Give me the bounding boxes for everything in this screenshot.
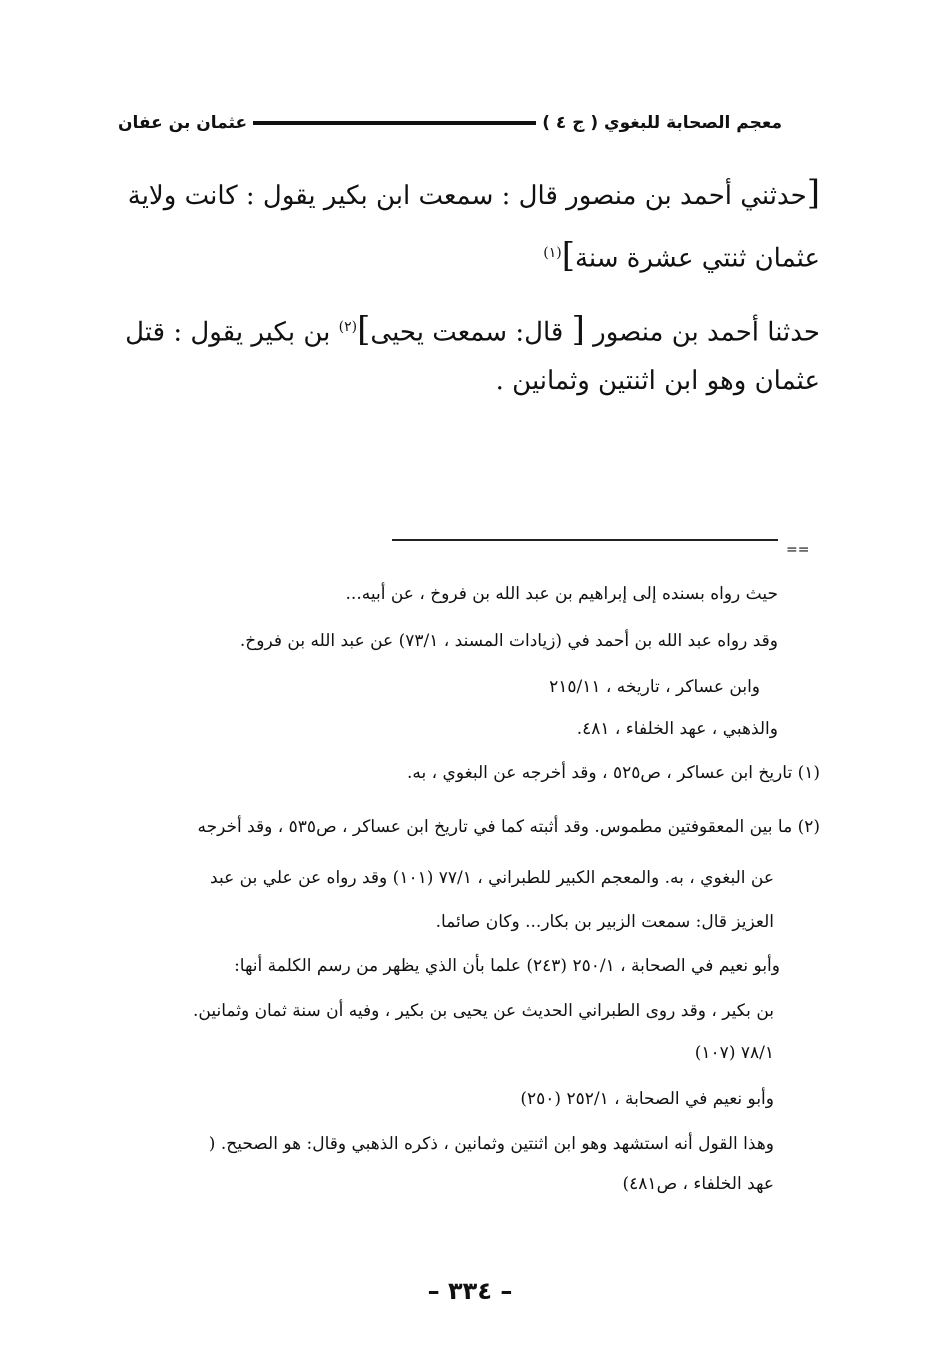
footnote-1: (١) تاريخ ابن عساكر ، ص٥٢٥ ، وقد أخرجه عن البغوي ، به. [406,763,820,783]
open-bracket-2: [ [571,309,585,350]
close-bracket-2: ] [357,309,371,350]
paragraph-1-line-1 [108,173,820,213]
footnote-line: وهذا القول أنه استشهد وهو ابن اثنتين وثمانين ، ذكره الذهبي وقال: هو الصحيح. ( [208,1134,774,1154]
running-header [118,108,782,138]
paragraph-1-line-2 [108,235,820,276]
footnote-line: وقد رواه عبد الله بن أحمد في (زيادات المسند ، ٧٣/١) عن عبد الله بن فروخ. [239,631,778,651]
footnote-line: بن بكير ، وقد روى الطبراني الحديث عن يحيى بن بكير ، وفيه أن سنة ثمان وثمانين. [193,1001,774,1021]
paragraph-2-line-2 [108,366,820,396]
page-number: – ٣٣٤ – [427,1277,513,1305]
footnote-line: عهد الخلفاء ، ص٤٨١) [622,1174,774,1194]
footnote-line: ٧٨/١ (١٠٧) [694,1043,774,1063]
footnote-line: وأبو نعيم في الصحابة ، ٢٥٠/١ (٢٤٣) علما بأن الذي يظهر من رسم الكلمة أنها: [234,956,780,976]
footnote-line: عن البغوي ، به. والمعجم الكبير للطبراني ، ٧٧/١ (١٠١) وقد رواه عن علي بن عبد [210,868,774,888]
footnote-line: والذهبي ، عهد الخلفاء ، ٤٨١. [576,719,778,739]
chapter-title: عثمان بن عفان [118,113,248,133]
paragraph-2-text-b: قال: سمعت يحيى [370,317,564,348]
paragraph-1-text-1: حدثني أحمد بن منصور قال : سمعت ابن بكير يقول : كانت ولاية [127,181,807,211]
open-bracket: [ [806,173,820,213]
footnote-2: (٢) ما بين المعقوفتين مطموس. وقد أثبته كما في تاريخ ابن عساكر ، ص٥٣٥ ، وقد أخرجه [197,817,820,837]
footnote-ref-2: (٢) [338,319,358,335]
footnote-separator [392,539,778,541]
footnote-line: وابن عساكر ، تاريخه ، ٢١٥/١١ [549,677,760,697]
footnote-line: العزيز قال: سمعت الزبير بن بكار... وكان صائما. [435,912,774,932]
book-title: معجم الصحابة للبغوي ( ج ٤ ) [542,113,782,133]
footnote-line: حيث رواه بسنده إلى إبراهيم بن عبد الله بن فروخ ، عن أبيه... [345,584,778,604]
footnote-line: وأبو نعيم في الصحابة ، ٢٥٢/١ (٢٥٠) [520,1089,774,1109]
paragraph-2-text-c: بن بكير يقول : قتل [125,317,331,348]
paragraph-1-text-2: عثمان ثنتي عشرة سنة [574,243,820,274]
footnote-ref-1: (١) [543,245,562,261]
paragraph-2-line-1 [108,309,820,350]
paragraph-2-text-a: حدثنا أحمد بن منصور [593,317,820,348]
close-bracket: ] [561,235,575,276]
header-rule [253,121,536,125]
footnote-continuation-mark: == [786,542,810,558]
paragraph-2-text-2: عثمان وهو ابن اثنتين وثمانين . [495,366,820,396]
